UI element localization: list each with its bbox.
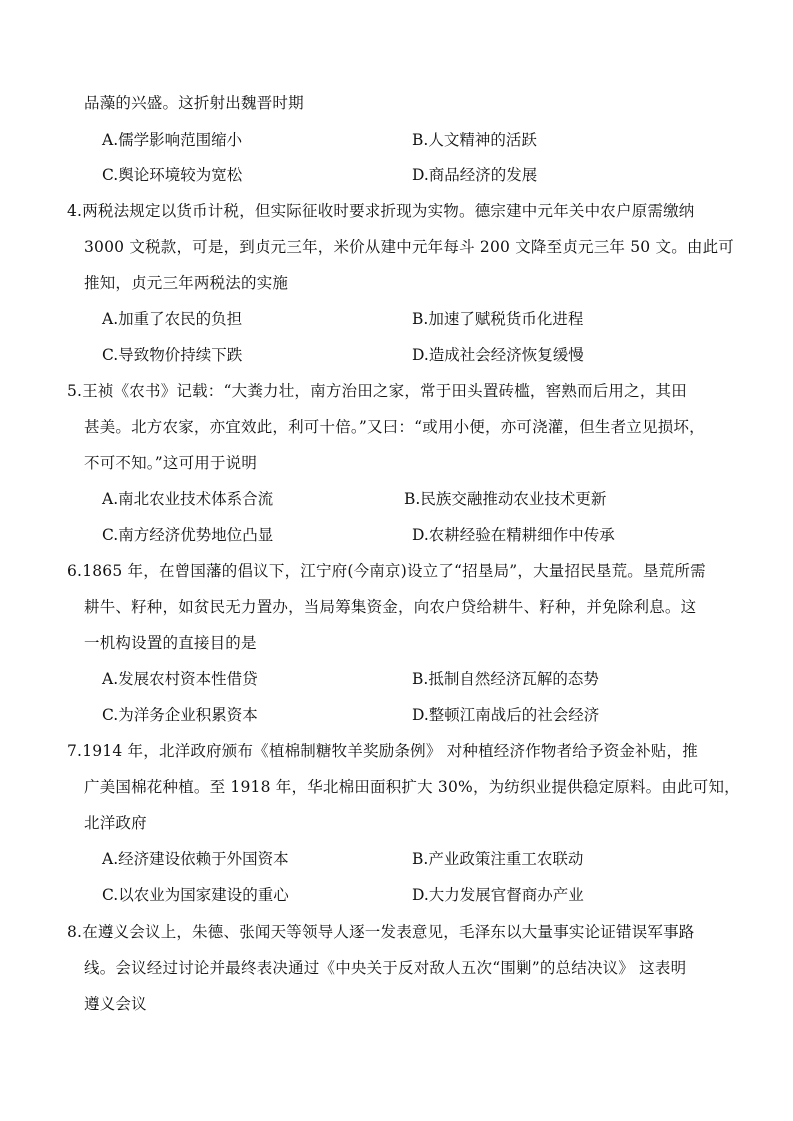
q3-option-c: C.舆论环境较为宽松 <box>102 166 243 184</box>
q4-stem-line-3: 推知，贞元三年两税法的实施 <box>84 274 289 292</box>
q7-option-d: D.大力发展官督商办产业 <box>412 886 584 904</box>
q5-stem-line-1: 5.王祯《农书》记载：“大粪力壮，南方治田之家，常于田头置砖槛，窖熟而后用之，其田 <box>67 382 687 400</box>
q8-stem-line-1: 8.在遵义会议上，朱德、张闻天等领导人逐一发表意见，毛泽东以大量事实论证错误军事路 <box>67 923 695 941</box>
q6-option-a: A.发展农村资本性借贷 <box>102 670 258 688</box>
q6-stem-line-2: 耕牛、籽种，如贫民无力置办，当局筹集资金，向农户贷给耕牛、籽种，并免除利息。这 <box>84 598 697 616</box>
q3-option-b: B.人文精神的活跃 <box>412 131 537 149</box>
q4-option-d: D.造成社会经济恢复缓慢 <box>412 346 584 364</box>
q6-option-c: C.为洋务企业积累资本 <box>102 706 258 724</box>
q3-option-d: D.商品经济的发展 <box>412 166 538 184</box>
q4-stem-line-2: 3000 文税款，可是，到贞元三年，米价从建中元年每斗 200 文降至贞元三年 50 文。由此可 <box>84 238 734 256</box>
q3-option-a: A.儒学影响范围缩小 <box>102 131 243 149</box>
q4-option-a: A.加重了农民的负担 <box>102 310 243 328</box>
q5-option-d: D.农耕经验在精耕细作中传承 <box>412 526 615 544</box>
q5-stem-line-3: 不可不知。”这可用于说明 <box>84 454 258 472</box>
q4-stem-line-1: 4.两税法规定以货币计税，但实际征收时要求折现为实物。德宗建中元年关中农户原需缴纳 <box>67 202 695 220</box>
q4-option-b: B.加速了赋税货币化进程 <box>412 310 584 328</box>
q6-stem-line-1: 6.1865 年，在曾国藩的倡议下，江宁府(今南京)设立了“招垦局”，大量招民垦荒。垦荒所需 <box>67 562 706 580</box>
q5-stem-line-2: 甚美。北方农家，亦宜效此，利可十倍。”又曰：“或用小便，亦可浇灌，但生者立见损坏， <box>84 418 705 436</box>
q7-stem-line-3: 北洋政府 <box>84 814 147 832</box>
q6-option-b: B.抵制自然经济瓦解的态势 <box>412 670 599 688</box>
q4-option-c: C.导致物价持续下跌 <box>102 346 243 364</box>
q7-option-c: C.以农业为国家建设的重心 <box>102 886 289 904</box>
q5-option-b: B.民族交融推动农业技术更新 <box>404 490 607 508</box>
q5-option-c: C.南方经济优势地位凸显 <box>102 526 274 544</box>
q3-stem-line: 品藻的兴盛。这折射出魏晋时期 <box>84 94 304 112</box>
q7-stem-line-1: 7.1914 年，北洋政府颁布《植棉制糖牧羊奖励条例》 对种植经济作物者给予资金补贴，推 <box>67 742 698 760</box>
q7-stem-line-2: 广美国棉花种植。至 1918 年，华北棉田面积扩大 30%，为纺织业提供稳定原料。由此可知， <box>84 778 740 796</box>
q8-stem-line-3: 遵义会议 <box>84 995 147 1013</box>
q6-option-d: D.整顿江南战后的社会经济 <box>412 706 600 724</box>
q7-option-a: A.经济建设依赖于外国资本 <box>102 850 289 868</box>
q5-option-a: A.南北农业技术体系合流 <box>102 490 274 508</box>
q6-stem-line-3: 一机构设置的直接目的是 <box>84 634 257 652</box>
q7-option-b: B.产业政策注重工农联动 <box>412 850 584 868</box>
q8-stem-line-2: 线。会议经过讨论并最终表决通过《中央关于反对敌人五次“围剿”的总结决议》 这表明 <box>84 959 687 977</box>
